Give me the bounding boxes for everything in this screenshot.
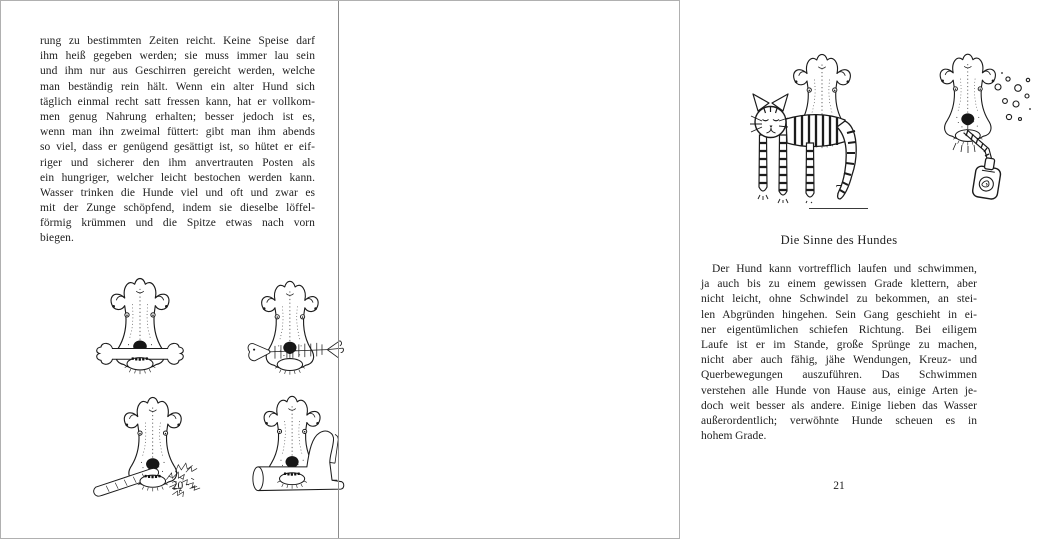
page-left [1, 1, 338, 538]
text-line: mit der Zunge schöpfend, indem sie dieselbe löffel- [40, 202, 315, 215]
body-text-right [701, 262, 977, 444]
text-line: riger und sicherer den ihm anvertrauten Posten als [40, 156, 315, 169]
illustration-dog-drinking-from-bottle [912, 47, 1042, 199]
page-right [339, 1, 977, 538]
illustration-dog-with-striped-cat [750, 45, 858, 203]
text-line: Wasser trinken die Hunde viel und oft und zwar es [40, 186, 315, 199]
text-line: verstehen alle Hunde von Hause aus, einige Arten je- [701, 384, 977, 397]
text-line: Der Hund kann vortrefflich laufen und schwimmen, [712, 263, 977, 275]
page-number-left: 20 [171, 480, 184, 492]
text-line: täglich einmal recht satt fressen kann, hat er vollkom- [40, 95, 315, 108]
text-line: nicht aber auch fähig, jähe Wendungen, Kreuz- und [701, 354, 977, 367]
text-line: men genug Nahrung erhalten; besser jedoch ist es, [40, 110, 315, 123]
chapter-title: Die Sinne des Hundes [780, 233, 898, 247]
text-line: hohem Grade. [701, 430, 767, 443]
chapter-rule [809, 208, 868, 209]
body-text-left [40, 34, 315, 247]
text-line: ein hungriger, welcher leicht bestochen werden kann. [40, 171, 315, 184]
text-line: len Abgründen hingehen. Sein Gang geschieht in ei- [701, 308, 977, 321]
text-line: Querbewegungen auszuführen. Das Schwimmen [701, 369, 977, 382]
text-line: ner eigentümlichen schiefen Richtung. Bei eiligem [701, 323, 977, 336]
text-line: so viel, dass er genügend gesättigt ist, so hütet er eif- [40, 141, 315, 154]
page-divider [338, 1, 339, 538]
text-line: ja auch bis zu einem gewissen Grade klettern, aber [701, 278, 977, 291]
text-line: und ihm nur aus Geschirren gereicht werden, welche [40, 65, 315, 78]
chapter-number: 7 [835, 183, 843, 198]
illustration-dog-with-fish-skeleton [245, 275, 346, 372]
text-line: ihm heiß gegeben werden; sie muss immer lau sein [40, 50, 315, 63]
page-number-right: 21 [833, 480, 845, 492]
text-line: wenn man ihn zweimal füttert: gibt man ihm abends [40, 126, 315, 139]
text-line: biegen. [40, 232, 74, 245]
illustration-dog-with-bone [94, 272, 186, 373]
text-line: rung zu bestimmten Zeiten reicht. Keine Speise darf [40, 35, 315, 47]
text-line: man beständig rein hält. Wenn ein alter Hund sich [40, 80, 315, 93]
text-line: außerordentlich; verwöhnte Hunde scheuen es in [701, 414, 977, 427]
text-line: doch weit besser als andere. Einige lieben das Wasser [701, 399, 977, 412]
bubbles-icon [995, 77, 1030, 121]
text-line: nicht leicht, ohne Schwindel zu bekommen, an stei- [701, 293, 977, 306]
text-line: Laufe ist er im Stande, große Sprünge zu machen, [701, 338, 977, 351]
text-line: förmig krümmen und die Spitze etwas nach vorn [40, 217, 315, 230]
